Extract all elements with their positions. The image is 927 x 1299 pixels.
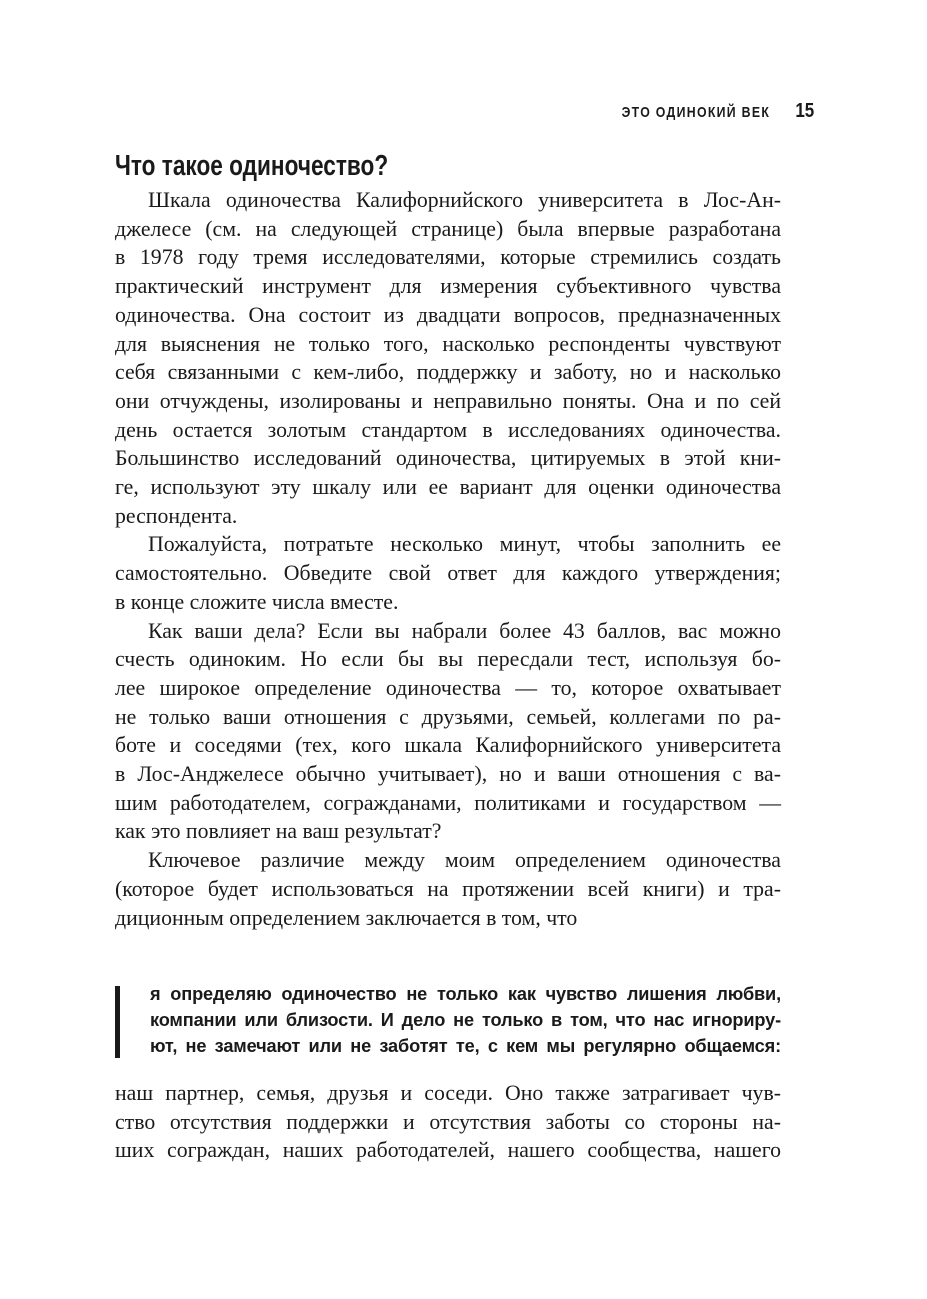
page-number: 15 bbox=[795, 100, 814, 122]
text-line: для выяснения не только того, насколько респонденты чувствуют bbox=[115, 331, 781, 356]
text-line: в Лос-Анджелесе обычно учитывает), но и ваши отношения с ва- bbox=[115, 762, 781, 787]
paragraph-2 bbox=[115, 530, 781, 616]
paragraph-continuation bbox=[115, 1079, 781, 1165]
text-line: как это повлияет на ваш результат? bbox=[115, 819, 442, 844]
quote-line: ют, не замечают или не заботят те, с кем мы регулярно общаемся: bbox=[150, 1036, 781, 1056]
text-line: Как ваши дела? Если вы набрали более 43 баллов, вас можно bbox=[148, 618, 781, 643]
quote-bar bbox=[115, 986, 120, 1058]
text-line: Ключевое различие между моим определением одиночества bbox=[148, 848, 781, 873]
text-line: (которое будет использоваться на протяжении всей книги) и тра- bbox=[115, 876, 781, 901]
text-line: ших сограждан, наших работодателей, нашего сообщества, нашего bbox=[115, 1138, 781, 1163]
body-text-after-quote bbox=[115, 1079, 781, 1165]
text-line: они отчуждены, изолированы и неправильно поняты. Она и по сей bbox=[115, 388, 781, 413]
text-line: ство отсутствия поддержки и отсутствия заботы со стороны на- bbox=[115, 1109, 781, 1134]
paragraph-3 bbox=[115, 617, 781, 847]
running-title: ЭТО ОДИНОКИЙ ВЕК bbox=[621, 104, 770, 121]
text-line: не только ваши отношения с друзьями, семьей, коллегами по ра- bbox=[115, 704, 781, 729]
text-line: лее широкое определение одиночества — то, которое охватывает bbox=[115, 675, 781, 700]
text-line: джелесе (см. на следующей странице) была впервые разработана bbox=[115, 216, 781, 241]
quote-line: компании или близости. И дело не только в том, что нас игнориру- bbox=[150, 1010, 781, 1030]
text-line: счесть одиноким. Но если бы вы пересдали тест, используя бо- bbox=[115, 647, 781, 672]
text-line: наш партнер, семья, друзья и соседи. Оно также затрагивает чув- bbox=[115, 1081, 781, 1105]
section-title: Что такое одиночество? bbox=[115, 150, 389, 182]
text-line: себя связанными с кем-либо, поддержку и заботу, но и насколько bbox=[115, 360, 781, 385]
body-text-before-quote bbox=[115, 186, 781, 932]
running-header bbox=[589, 100, 814, 123]
paragraph-1 bbox=[115, 186, 781, 530]
text-line: в 1978 году тремя исследователями, которые стремились создать bbox=[115, 245, 781, 270]
text-line: самостоятельно. Обведите свой ответ для каждого утверждения; bbox=[115, 561, 781, 586]
paragraph-4 bbox=[115, 846, 781, 932]
text-line: боте и соседями (тех, кого шкала Калифорнийского университета bbox=[115, 733, 781, 758]
quote-text bbox=[150, 981, 781, 1059]
text-line: день остается золотым стандартом в исследованиях одиночества. bbox=[115, 417, 781, 442]
text-line: диционным определением заключается в том, что bbox=[115, 905, 578, 930]
text-line: ге, используют эту шкалу или ее вариант для оценки одиночества bbox=[115, 475, 781, 500]
text-line: Пожалуйста, потратьте несколько минут, чтобы заполнить ее bbox=[148, 532, 781, 557]
text-line: одиночества. Она состоит из двадцати вопросов, предназначенных bbox=[115, 302, 781, 327]
text-line: респондента. bbox=[115, 503, 238, 528]
pull-quote bbox=[115, 981, 781, 1059]
text-line: шим работодателем, согражданами, политиками и государством — bbox=[115, 790, 781, 815]
text-line: практический инструмент для измерения субъективного чувства bbox=[115, 274, 781, 299]
quote-line: я определяю одиночество не только как чувство лишения любви, bbox=[150, 984, 781, 1004]
text-line: Большинство исследований одиночества, цитируемых в этой кни- bbox=[115, 446, 781, 471]
text-line: Шкала одиночества Калифорнийского университета в Лос-Ан- bbox=[148, 188, 781, 212]
text-line: в конце сложите числа вместе. bbox=[115, 589, 399, 614]
